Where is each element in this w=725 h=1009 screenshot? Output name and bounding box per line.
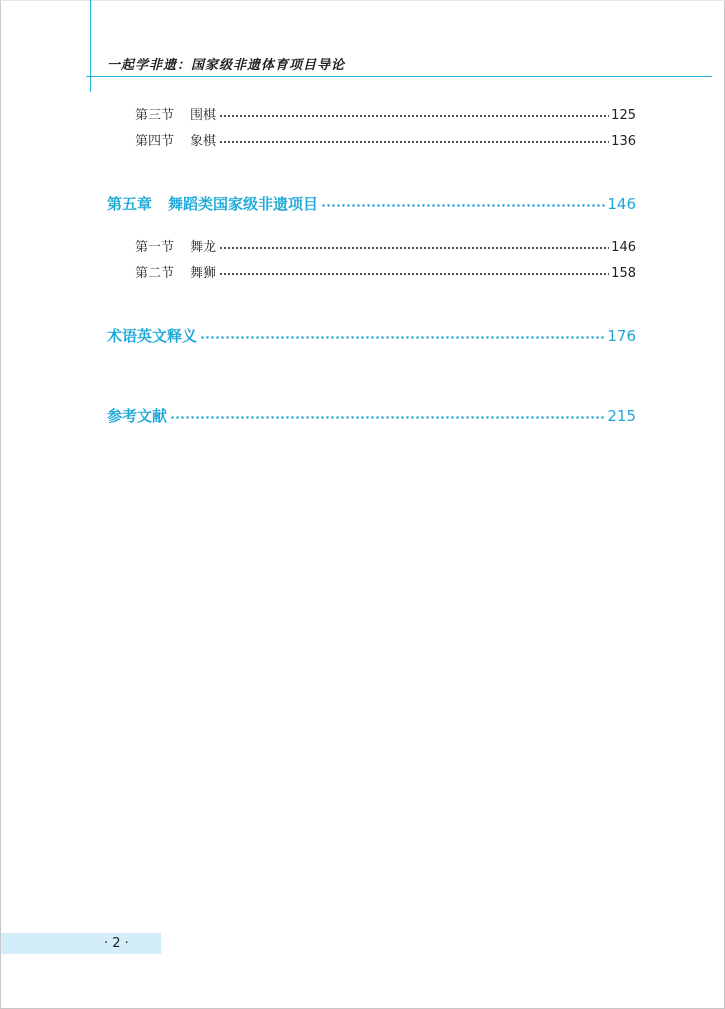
- chapter-title: 舞蹈类国家级非遗项目: [168, 195, 319, 213]
- toc-entry-references[interactable]: [107, 405, 636, 426]
- toc-entry-glossary[interactable]: [107, 325, 636, 346]
- dot-leader: [219, 273, 609, 275]
- references-title: 参考文献: [107, 407, 168, 425]
- running-title: 一起学非遗：国家级非遗体育项目导论: [107, 58, 346, 73]
- dot-leader: [200, 336, 605, 339]
- page-reference: 158: [611, 266, 636, 281]
- toc-entry-section[interactable]: [135, 236, 636, 255]
- header-horizontal-rule: [86, 76, 712, 77]
- section-number: 第一节: [135, 240, 175, 255]
- dot-leader: [170, 416, 605, 419]
- toc-entry-section[interactable]: [135, 104, 636, 123]
- page-reference: 146: [611, 240, 636, 255]
- page-reference: 125: [611, 108, 636, 123]
- toc-entry-section[interactable]: [135, 130, 636, 149]
- page-reference: 215: [607, 407, 636, 425]
- page-number: · 2 ·: [104, 936, 129, 951]
- toc-entry-chapter[interactable]: [107, 193, 636, 214]
- section-number: 第四节: [135, 134, 175, 149]
- footer-band: [1, 933, 161, 954]
- dot-leader: [219, 141, 609, 143]
- section-number: 第二节: [135, 266, 175, 281]
- page-reference: 136: [611, 134, 636, 149]
- glossary-title: 术语英文释义: [107, 327, 198, 345]
- section-number: 第三节: [135, 108, 175, 123]
- section-title: 象棋: [190, 134, 217, 149]
- section-title: 围棋: [190, 108, 217, 123]
- header-vertical-rule: [90, 0, 91, 92]
- page-reference: 146: [607, 195, 636, 213]
- dot-leader: [321, 204, 605, 207]
- dot-leader: [219, 115, 609, 117]
- chapter-number: 第五章: [107, 195, 153, 213]
- page-reference: 176: [607, 327, 636, 345]
- section-title: 舞狮: [190, 266, 217, 281]
- dot-leader: [219, 247, 609, 249]
- toc-entry-section[interactable]: [135, 262, 636, 281]
- section-title: 舞龙: [190, 240, 217, 255]
